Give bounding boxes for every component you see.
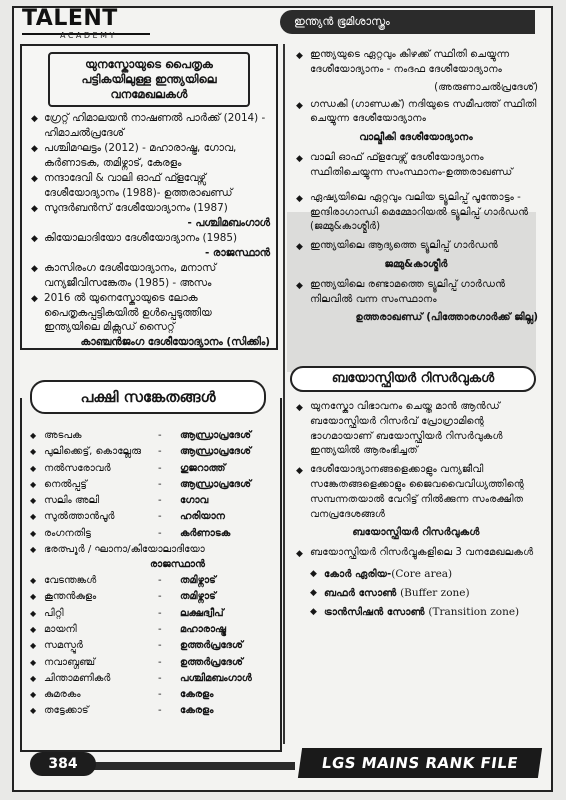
- list-item: ◆ വാലി ഓഫ് ഫ്ളവേഴ്സ് ദേശീയോദ്യാനം സ്ഥിതിചെയ്യുന്ന സംസ്ഥാനം-ഉത്തരാഖണ്ഡ്: [296, 152, 513, 178]
- diamond-bullet-icon: ◆: [296, 403, 303, 413]
- bird-sanctuary-title: പക്ഷി സങ്കേതങ്ങൾ: [30, 380, 266, 414]
- diamond-bullet-icon: ◆: [30, 496, 37, 506]
- diamond-bullet-icon: ◆: [30, 512, 37, 522]
- table-row: ◆ സലിം അലി - ഗോവ: [30, 493, 280, 509]
- diamond-bullet-icon: ◆: [296, 549, 303, 560]
- table-row: ◆ നൽസരോവർ - ഗുജറാത്ത്: [30, 461, 280, 477]
- list-item: ◆ ഇന്ത്യയിലെ ആദ്യത്തെ ട്യൂലിപ്പ് ഗാർഡൻ: [294, 239, 538, 254]
- diamond-bullet-icon: ◆: [31, 204, 38, 214]
- diamond-bullet-icon: ◆: [30, 528, 37, 538]
- list-item: ◆ കാസിരംഗ ദേശീയോദ്യാനം, മനാസ് വന്യജീവിസങ്കേതം (1985) - അസം: [31, 262, 217, 289]
- diamond-bullet-icon: ◆: [31, 294, 38, 304]
- diamond-bullet-icon: ◆: [296, 193, 303, 204]
- table-row: ◆ മായനി - മഹാരാഷ്ട്ര: [30, 622, 280, 638]
- diamond-bullet-icon: ◆: [30, 576, 37, 586]
- diamond-bullet-icon: ◆: [296, 280, 303, 291]
- logo-sub-text: ACADEMY: [60, 31, 117, 40]
- biosphere-subhead: ബയോസ്ഫിയർ റിസർവുകൾ: [352, 527, 480, 539]
- diamond-bullet-icon: ◆: [310, 607, 317, 618]
- table-row: ◆ ഭരത്പൂർ / ഘാനാ/കിയോലാദിയോ രാജസ്ഥാൻ: [30, 544, 205, 571]
- unesco-title: യുനസ്കോയുടെ പൈതൃക പട്ടികയിലുള്ള ഇന്ത്യയിലെ വനമേഖലകൾ: [48, 52, 250, 107]
- state-note: (അരുണാചൽപ്രദേശ്): [434, 81, 538, 93]
- table-row: ◆ തട്ടേക്കാട് - കേരളം: [30, 703, 280, 719]
- footer-title: LGS MAINS RANK FILE: [298, 748, 542, 778]
- page-number: 384: [30, 752, 96, 776]
- logo-main-text: TALENT: [22, 6, 118, 31]
- biosphere-title: ബയോസ്ഫിയർ റിസർവുകൾ: [290, 366, 536, 392]
- zone-item: ◆ ബഫർ സോൺ (Buffer zone): [294, 584, 538, 603]
- diamond-bullet-icon: ◆: [31, 264, 38, 274]
- diamond-bullet-icon: ◆: [296, 51, 303, 61]
- diamond-bullet-icon: ◆: [30, 431, 37, 440]
- answer-label: വാല്മീകി ദേശീയോദ്യാനം: [359, 132, 473, 144]
- biosphere-list: [294, 400, 538, 622]
- list-item: ◆ ബയോസ്ഫിയർ റിസർവ്വുകളിലെ 3 വനമേഖലകൾ: [294, 546, 538, 561]
- diamond-bullet-icon: ◆: [30, 479, 37, 489]
- table-row: ◆ അടപക - ആന്ധ്രാപ്രദേശ്: [30, 428, 280, 444]
- zone-item: ◆ ട്രാൻസിഷൻ സോൺ (Transition zone): [294, 603, 538, 622]
- list-item: ◆ ഏഷ്യയിലെ ഏറ്റവും വലിയ ട്യൂലിപ്പ് പൂന്തോട്ടം - ഇന്ദിരാഗാന്ധി മെമ്മോറിയൽ ട്യൂലിപ്പ് ഗാർഡൻ (ജമ്മു&കാശ്മീർ): [296, 191, 529, 233]
- table-row: ◆ പിറ്റി - ലക്ഷദ്വീപ്: [30, 606, 280, 622]
- diamond-bullet-icon: ◆: [296, 154, 303, 165]
- diamond-bullet-icon: ◆: [310, 588, 317, 599]
- diamond-bullet-icon: ◆: [30, 706, 37, 716]
- table-row: ◆ കുമരകം - കേരളം: [30, 687, 280, 703]
- table-row: ◆ നവാബ്ഗഞ്ച് - ഉത്തർപ്രദേശ്: [30, 655, 280, 671]
- footer-band: [90, 762, 295, 770]
- answer-label: ഉത്തരാഖണ്ഡ് (പിത്തോരഗാർക്ക് ജില്ല): [355, 311, 538, 323]
- diamond-bullet-icon: ◆: [30, 657, 37, 667]
- zone-item: ◆ കോർ ഏരിയ-(Core area): [294, 565, 538, 584]
- list-item: ◆ ഇന്ത്യയിലെ രണ്ടാമത്തെ ട്യൂലിപ്പ് ഗാർഡൻ നിലവിൽ വന്ന സംസ്ഥാനം: [296, 278, 506, 305]
- diamond-bullet-icon: ◆: [30, 608, 37, 618]
- diamond-bullet-icon: ◆: [30, 463, 37, 473]
- list-item: ◆ ഗ്രേറ്റ് ഹിമാലയൻ നാഷണൽ പാർക്ക് (2014) - ഹിമാചൽപ്രദേശ്: [31, 112, 266, 139]
- table-row: ◆ സുൽത്താൻപൂർ - ഹരിയാന: [30, 509, 280, 525]
- table-row: ◆ നെൽപ്പട്ട് - ആന്ധ്രാപ്രദേശ്: [30, 477, 280, 493]
- diamond-bullet-icon: ◆: [296, 466, 303, 477]
- bird-list: [30, 428, 280, 720]
- diamond-bullet-icon: ◆: [30, 641, 37, 651]
- diamond-bullet-icon: ◆: [31, 144, 38, 154]
- column-divider: [283, 44, 285, 744]
- diamond-bullet-icon: ◆: [31, 234, 38, 244]
- unesco-list: [22, 111, 276, 349]
- list-item: ◆ ഇന്ത്യയുടെ ഏറ്റവും കിഴക്ക് സ്ഥിതി ചെയ്യുന്ന ദേശീയോദ്യാനം - നംദഫ ദേശീയോദ്യാനം: [296, 49, 510, 75]
- list-item: ◆ യുനസ്കോ വിഭാവനം ചെയ്ത മാൻ ആൻഡ് ബയോസ്ഫിയർ റിസർവ് പ്രോഗ്രാമിന്റെ ഭാഗമായാണ് ബയോസ്ഫിയർ റിസർവുകൾ ഇന്ത്യയിൽ ആരംഭിച്ചത്: [296, 401, 503, 457]
- diamond-bullet-icon: ◆: [296, 242, 303, 253]
- diamond-bullet-icon: ◆: [31, 114, 38, 124]
- national-park-facts: [294, 48, 538, 328]
- bird-sanctuary-section: [20, 398, 282, 752]
- diamond-bullet-icon: ◆: [30, 447, 37, 457]
- list-item: ◆ ഗന്ധകി (ഗാണ്ഡക്) നദിയുടെ സമീപത്ത് സ്ഥിതി ചെയ്യുന്ന ദേശീയോദ്യാനം: [296, 98, 537, 125]
- table-row: ◆ ചിന്താമണികർ - പശ്ചിമബംഗാൾ: [30, 671, 280, 687]
- list-item: ◆ നന്ദാദേവി & വാലി ഓഫ് ഫ്ളവേഴ്സ് ദേശീയോദ്യാനം (1988)- ഉത്തരാഖണ്ഡ്: [31, 172, 233, 199]
- list-item: ◆ കിയോലാദിയോ ദേശീയോദ്യാനം (1985) - രാജസ്ഥാൻ: [31, 232, 270, 259]
- diamond-bullet-icon: ◆: [310, 569, 317, 580]
- list-item: ◆ ദേശീയോദ്യാനങ്ങളെക്കാളും വന്യജീവി സങ്കേതങ്ങളെക്കാളും ജൈവവൈവിധ്യത്തിന്റെ സമ്പന്നതയാൽ വേറിട്ട് നിൽക്കുന്ന സംരക്ഷിത വനപ്രദേശങ്ങൾ: [296, 464, 524, 520]
- table-row: ◆ പുലിക്കെട്ട്, കൊല്ലേരു - ആന്ധ്രാപ്രദേശ്: [30, 444, 280, 460]
- list-item: ◆ പശ്ചിമഘട്ടം (2012) - മഹാരാഷ്ട്ര, ഗോവ, കർണാടക, തമിഴ്നാട്, കേരളം: [31, 142, 237, 169]
- chapter-banner: ഇന്ത്യൻ ഭൂമിശാസ്ത്രം: [280, 10, 535, 34]
- list-item: ◆ 2016 ൽ യുനെസ്കോയുടെ ലോക പൈതൃകപ്പട്ടികയിൽ ഉൾപ്പെടുത്തിയ ഇന്ത്യയിലെ മിക്സഡ് സൈറ്റ് കാഞ്ചൻജംഗ ദേശീയോദ്യാനം (സിക്കിം): [31, 292, 270, 348]
- diamond-bullet-icon: ◆: [30, 592, 37, 602]
- diamond-bullet-icon: ◆: [30, 673, 37, 683]
- table-row: ◆ സമസ്പൂർ - ഉത്തർപ്രദേശ്: [30, 638, 280, 654]
- unesco-section: [20, 44, 278, 350]
- diamond-bullet-icon: ◆: [296, 100, 303, 111]
- table-row: ◆ രംഗനതിട്ട - കർണാടക: [30, 526, 280, 542]
- diamond-bullet-icon: ◆: [31, 174, 38, 184]
- list-item: ◆ സുന്ദർബൻസ് ദേശീയോദ്യാനം (1987) - പശ്ചിമബംഗാൾ: [31, 202, 270, 229]
- answer-label: ജമ്മു&കാശ്മീർ: [384, 258, 448, 270]
- diamond-bullet-icon: ◆: [30, 545, 37, 555]
- table-row: ◆ വേടന്തങ്കൾ - തമിഴ്നാട്: [30, 573, 280, 589]
- diamond-bullet-icon: ◆: [30, 690, 37, 700]
- diamond-bullet-icon: ◆: [30, 624, 37, 634]
- table-row: ◆ കൂന്തൻകുളം - തമിഴ്നാട്: [30, 589, 280, 605]
